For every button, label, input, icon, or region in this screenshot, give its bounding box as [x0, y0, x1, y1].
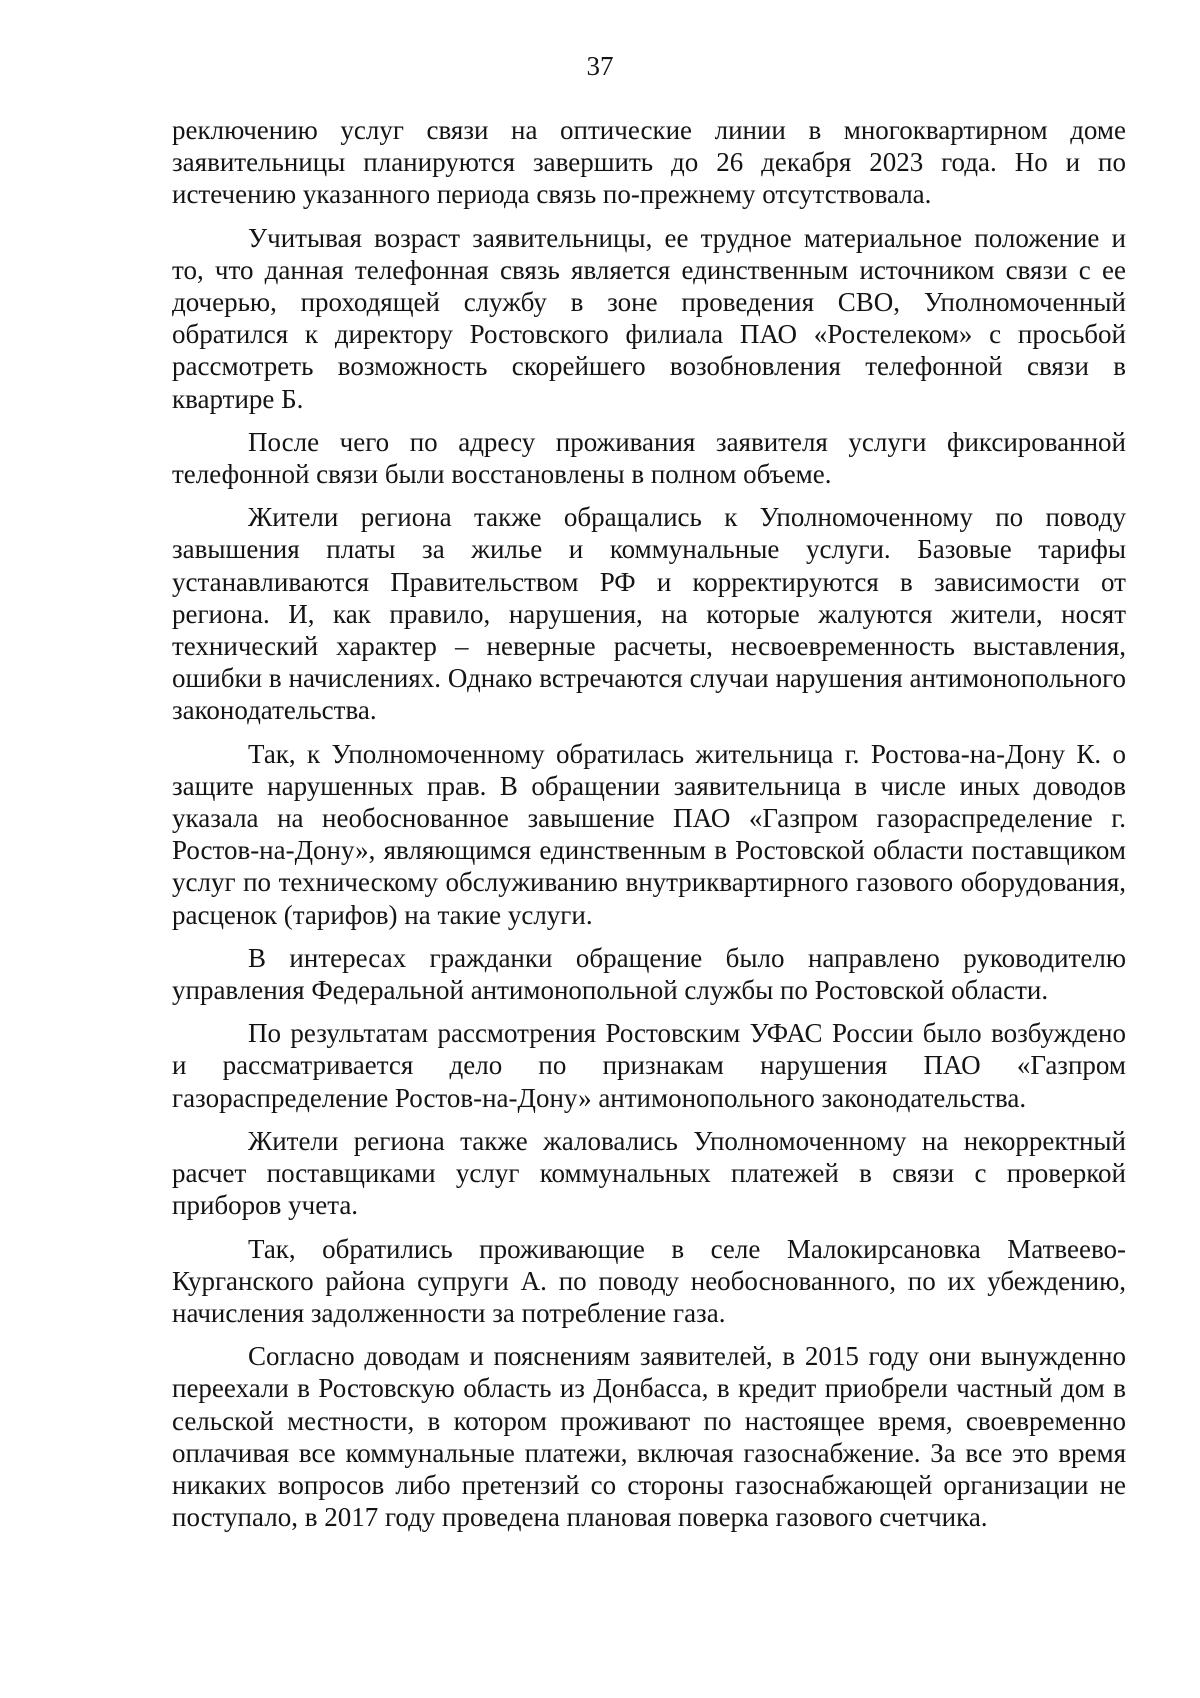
paragraph: По результатам рассмотрения Ростовским УФАС России было возбуждено и рассматривается дело по признакам нарушения ПАО «Газпром газораспределение Ростов-на-Дону» антимонопольного законодательства.: [172, 1018, 1126, 1113]
paragraph-continuation: реключению услуг связи на оптические линии в многоквартирном доме заявительницы планируются завершить до 26 декабря 2023 года. Но и по истечению указанного периода связь по-прежнему отсутствовала.: [172, 115, 1126, 210]
paragraph: После чего по адресу проживания заявителя услуги фиксированной телефонной связи были восстановлены в полном объеме.: [172, 426, 1126, 490]
page-number: 37: [586, 51, 614, 81]
body-text: [172, 114, 1126, 1544]
paragraph: Так, к Уполномоченному обратилась жительница г. Ростова-на-Дону К. о защите нарушенных прав. В обращении заявительница в числе иных доводов указала на необоснованное завышение ПАО «Газпром газораспределение г. Ростов-на-Дону», являющимся единственным в Ростовской области поставщиком услуг по техническому обслуживанию внутриквартирного газового оборудования, расценок (тарифов) на такие услуги.: [172, 738, 1126, 930]
paragraph: Учитывая возраст заявительницы, ее трудное материальное положение и то, что данная телефонная связь является единственным источником связи с ее дочерью, проходящей службу в зоне проведения СВО, Уполномоченный обратился к директору Ростовского филиала ПАО «Ростелеком» с просьбой рассмотреть возможность скорейшего возобновления телефонной связи в квартире Б.: [172, 222, 1126, 414]
paragraph: Согласно доводам и пояснениям заявителей, в 2015 году они вынужденно переехали в Ростовскую область из Донбасса, в кредит приобрели частный дом в сельской местности, в котором проживают по настоящее время, своевременно оплачивая все коммунальные платежи, включая газоснабжение. За все это время никаких вопросов либо претензий со стороны газоснабжающей организации не поступало, в 2017 году проведена плановая поверка газового счетчика.: [172, 1341, 1126, 1533]
paragraph: Жители региона также жаловались Уполномоченному на некорректный расчет поставщиками услуг коммунальных платежей в связи с проверкой приборов учета.: [172, 1125, 1126, 1221]
paragraph: Так, обратились проживающие в селе Малокирсановка Матвеево-Курганского района супруги А. по поводу необоснованного, по их убеждению, начисления задолженности за потребление газа.: [172, 1233, 1126, 1328]
paragraph: Жители региона также обращались к Уполномоченному по поводу завышения платы за жилье и коммунальные услуги. Базовые тарифы устанавливаются Правительством РФ и корректируются в зависимости от региона. И, как правило, нарушения, на которые жалуются жители, носят технический характер – неверные расчеты, несвоевременность выставления, ошибки в начислениях. Однако встречаются случаи нарушения антимонопольного законодательства.: [172, 502, 1126, 726]
paragraph: В интересах гражданки обращение было направлено руководителю управления Федеральной антимонопольной службы по Ростовской области.: [172, 942, 1126, 1006]
